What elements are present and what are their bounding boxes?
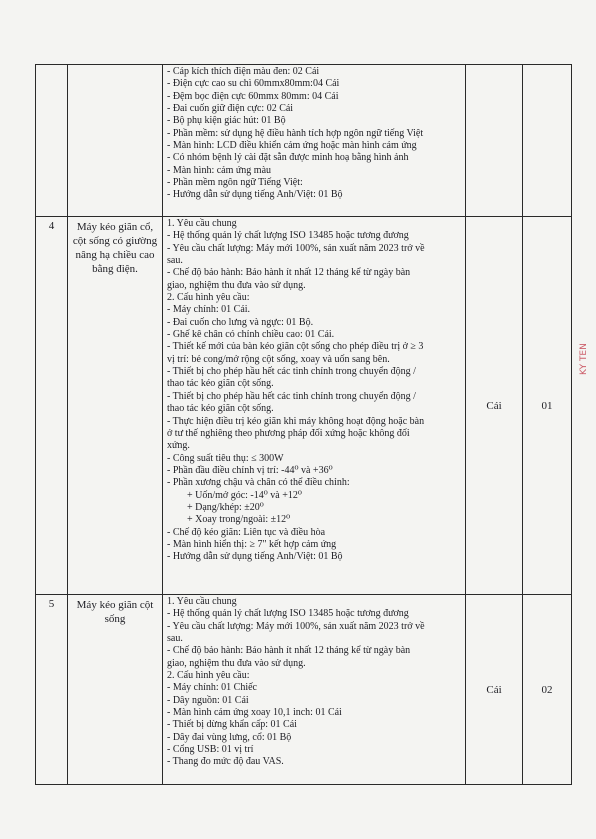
spec-line: - Máy chính: 01 Chiếc [167, 682, 257, 694]
spec-line: - Phần mềm ngôn ngữ Tiếng Việt: [167, 177, 303, 189]
unit-cell: Cái [466, 217, 523, 595]
spec-line: giao, nghiệm thu đưa vào sử dụng. [167, 279, 306, 291]
spec-line: thao tác kéo giãn cột sống. [167, 403, 274, 415]
equipment-spec-table [35, 64, 572, 785]
spec-line: 1. Yêu cầu chung [167, 218, 237, 229]
spec-line: - Đệm bọc điện cực 60mmx 80mm: 04 Cái [167, 90, 339, 102]
spec-line: + Uốn/mở góc: -14⁰ và +12⁰ [187, 489, 302, 501]
item-name-cell: Máy kéo giãn cột sống [68, 595, 163, 785]
table-row [36, 217, 572, 595]
spec-line: - Cáp kích thích điện màu đen: 02 Cái [167, 66, 320, 77]
spec-line: - Yêu cầu chất lượng: Máy mới 100%, sản xuất năm 2023 trở về [167, 620, 425, 632]
table-row [36, 65, 572, 217]
spec-line: - Phần đầu điều chỉnh vị trí: -44⁰ và +36⁰ [167, 464, 333, 476]
spec-line: - Phần mềm: sử dụng hệ điều hành tích hợp ngôn ngữ tiếng Việt [167, 127, 424, 139]
spec-line: xứng. [167, 440, 190, 452]
spec-line: - Màn hình cảm ứng xoay 10,1 inch: 01 Cái [167, 707, 342, 719]
quantity-cell: 01 [523, 217, 572, 595]
spec-line: - Chế độ bảo hành: Bảo hành ít nhất 12 tháng kể từ ngày bàn [167, 267, 411, 279]
item-number-cell: 5 [36, 595, 68, 785]
spec-line: + Dạng/khép: ±20⁰ [187, 501, 264, 513]
spec-line: thao tác kéo giãn cột sống. [167, 378, 274, 390]
spec-line: - Máy chính: 01 Cái. [167, 304, 251, 316]
spec-line: - Công suất tiêu thụ: ≤ 300W [167, 452, 284, 464]
spec-line: - Đai cuốn giữ điện cực: 02 Cái [167, 103, 294, 115]
quantity-cell: 02 [523, 595, 572, 785]
spec-line: - Yêu cầu chất lượng: Máy mới 100%, sản xuất năm 2023 trở về [167, 242, 425, 254]
unit-cell: Cái [466, 595, 523, 785]
spec-line: giao, nghiệm thu đưa vào sử dụng. [167, 657, 306, 669]
spec-line: - Thiết bị dừng khẩn cấp: 01 Cái [167, 719, 297, 731]
spec-line: - Thực hiện điều trị kéo giãn khi máy không hoạt động hoặc bàn [167, 415, 425, 427]
spec-line: - Thiết kế mới của bàn kéo giãn cột sống cho phép điều trị ở ≥ 3 [167, 341, 424, 353]
spec-line: vị trí: bẻ cong/mở rộng cột sống, xoay và uốn sang bên. [167, 353, 390, 365]
spec-line: - Thiết bị cho phép hầu hết các tinh chỉnh trong chuyển động / [167, 390, 416, 402]
spec-line: - Chế độ kéo giãn: Liên tục và điều hòa [167, 526, 326, 538]
spec-line: - Hướng dẫn sử dụng tiếng Anh/Việt: 01 Bộ [167, 189, 343, 201]
spec-line: - Bộ phụ kiện giác hút: 01 Bộ [167, 115, 286, 127]
spec-line: - Dây nguồn: 01 Cái [167, 694, 249, 706]
spec-line: - Hướng dẫn sử dụng tiếng Anh/Việt: 01 Bộ [167, 551, 343, 563]
spec-line: sau. [167, 633, 183, 645]
spec-line: - Màn hình: cảm ứng màu [167, 164, 272, 176]
item-number-cell: 4 [36, 217, 68, 595]
spec-line: + Xoay trong/ngoài: ±12⁰ [187, 514, 291, 526]
spec-line: - Hệ thống quản lý chất lượng ISO 13485 hoặc tương đương [167, 608, 409, 620]
signature-initials-mark: KY TEN [579, 343, 589, 375]
spec-line: ở tư thế nghiêng theo phương pháp đối xứng hoặc không đối [167, 427, 410, 439]
item-name-cell: Máy kéo giãn cổ, cột sống có giường nâng hạ chiều cao bằng điện. [68, 217, 163, 595]
item-spec-cell [163, 595, 466, 785]
spec-line: - Hệ thống quản lý chất lượng ISO 13485 hoặc tương đương [167, 230, 409, 242]
spec-line: - Thiết bị cho phép hầu hết các tinh chỉnh trong chuyển động / [167, 366, 416, 378]
spec-line: - Phần xương chậu và chân có thể điều chỉnh: [167, 477, 350, 489]
spec-line: - Đai cuốn cho lưng và ngực: 01 Bộ. [167, 316, 314, 328]
quantity-cell [523, 65, 572, 217]
unit-cell [466, 65, 523, 217]
spec-line: 2. Cấu hình yêu cầu: [167, 292, 250, 304]
item-spec-cell [163, 65, 466, 217]
spec-line: 1. Yêu cầu chung [167, 596, 237, 607]
spec-line: sau. [167, 255, 183, 267]
spec-line: - Ghế kê chân có chỉnh chiều cao: 01 Cái. [167, 329, 335, 341]
item-spec-cell [163, 217, 466, 595]
spec-line: - Thang đo mức độ đau VAS. [167, 756, 284, 768]
spec-line: - Dây đai vùng lưng, cổ: 01 Bộ [167, 731, 292, 743]
spec-line: - Cổng USB: 01 vị trí [167, 744, 254, 756]
spec-line: - Điện cực cao su chì 60mmx80mm:04 Cái [167, 78, 340, 90]
table-row [36, 595, 572, 785]
item-number-cell [36, 65, 68, 217]
spec-line: - Màn hình hiển thị: ≥ 7" kết hợp cảm ứng [167, 538, 337, 550]
spec-line: - Chế độ bảo hành: Bảo hành ít nhất 12 tháng kể từ ngày bàn [167, 645, 411, 657]
item-name-cell [68, 65, 163, 217]
spec-line: - Có nhóm bệnh lý cài đặt sẵn được minh hoạ bằng hình ảnh [167, 152, 409, 164]
spec-line: 2. Cấu hình yêu cầu: [167, 670, 250, 682]
spec-line: - Màn hình: LCD điều khiển cảm ứng hoặc màn hình cảm ứng [167, 140, 417, 152]
